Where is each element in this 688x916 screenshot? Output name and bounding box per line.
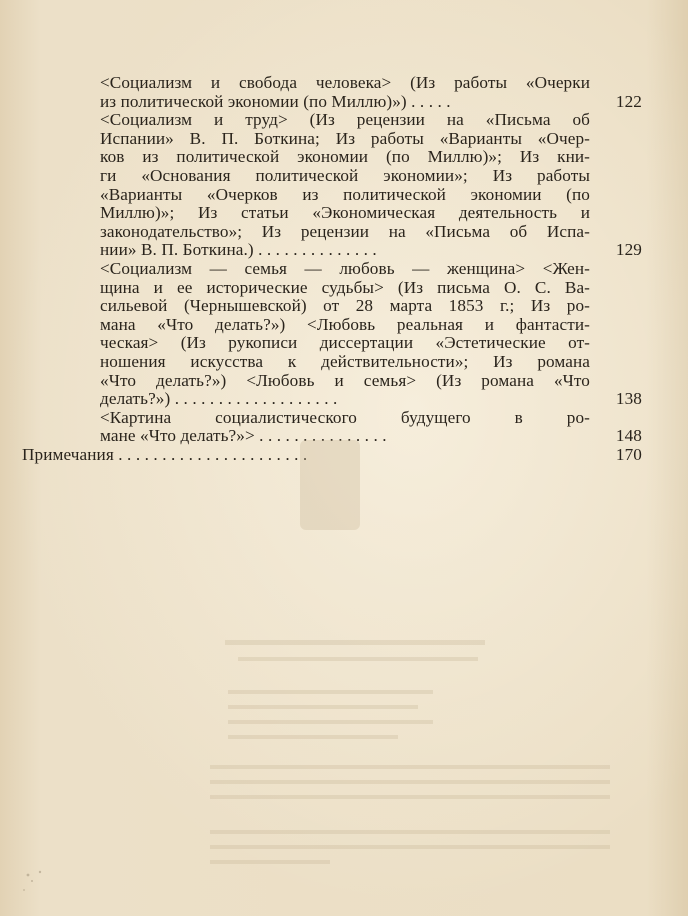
table-of-contents [22, 74, 642, 464]
toc-entry-line: из политической экономии (по Миллю)») . . . . . [100, 91, 451, 111]
toc-entry-line: ческая> (Из рукописи диссертации «Эстетические от- [100, 333, 590, 353]
toc-entry-line: ношения искусства к действительности»; Из романа [100, 351, 590, 371]
toc-page-number: 129 [615, 240, 642, 260]
toc-entry-line: законодательство»; Из рецензии на «Письма об Испа- [100, 221, 590, 241]
toc-entry-line: мане «Что делать?»> . . . . . . . . . . . . . . . [100, 426, 387, 446]
toc-entry-socialism-family [22, 260, 642, 409]
toc-entry-line: ги «Основания политической экономии»; Из работы [100, 165, 590, 185]
toc-notes-label: Примечания . . . . . . . . . . . . . . . . . . . . . . [22, 444, 308, 464]
toc-page-number: 122 [615, 91, 642, 111]
toc-entry-line: «Варианты «Очерков из политической экономии (по [100, 184, 590, 204]
toc-entry-line: <Социализм и свобода человека> (Из работы «Очерки [100, 73, 590, 92]
toc-entry-line: щина и ее исторические судьбы> (Из письма О. С. Ва- [100, 277, 590, 297]
toc-page-number: 170 [615, 444, 642, 464]
toc-entry-line: «Что делать?») <Любовь и семья> (Из романа «Что [100, 370, 590, 390]
toc-entry-socialism-freedom [22, 74, 642, 111]
toc-entry-line: <Социализм — семья — любовь — женщина> <Жен- [100, 258, 590, 278]
toc-entry-line: ков из политической экономии (по Миллю)»; Из кни- [100, 147, 590, 167]
toc-entry-line: мана «Что делать?») <Любовь реальная и фантасти- [100, 314, 590, 334]
toc-entry-line: Миллю)»; Из статьи «Экономическая деятельность и [100, 203, 590, 223]
toc-entry-socialism-labor [22, 111, 642, 260]
toc-entry-line: нии» В. П. Боткина.) . . . . . . . . . . . . . . [100, 240, 377, 260]
toc-entry-line: сильевой (Чернышевской) от 28 марта 1853 г.; Из ро- [100, 296, 590, 316]
toc-page-number: 148 [615, 426, 642, 446]
toc-page-number: 138 [615, 389, 642, 409]
toc-entry-line: <Социализм и труд> (Из рецензии на «Письма об [100, 110, 590, 130]
toc-entry-line: <Картина социалистического будущего в ро- [100, 407, 590, 427]
toc-entry-line: Испании» В. П. Боткина; Из работы «Варианты «Очер- [100, 128, 590, 148]
toc-entry-line: делать?») . . . . . . . . . . . . . . . . . . . [100, 389, 338, 409]
toc-entry-notes [22, 446, 642, 465]
toc-entry-socialist-future [22, 409, 642, 446]
